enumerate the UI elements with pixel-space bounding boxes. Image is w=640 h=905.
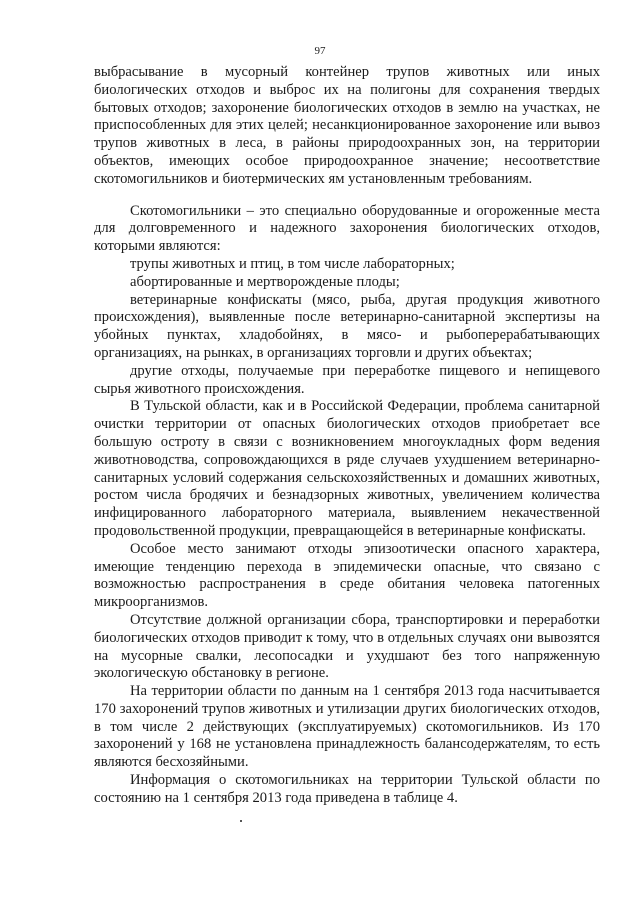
- paragraph-continuation: выбрасывание в мусорный контейнер трупов животных или иных биологических отходов и выброс их на полигоны для сохранения твердых бытовых отходов; захоронение биологических отходов в землю на участках, не приспособленных для этих целей; несанкционированное захоронение или вывоз трупов животных в леса, в районы природоохранных зон, на территории объектов, имеющих особое природоохранное значение; несоответствие скотомогильников и биотермических ям установленным требованиям.: [94, 64, 600, 187]
- paragraph: На территории области по данным на 1 сентября 2013 года насчитывается 170 захоронений трупов животных и утилизации других биологических отходов, в том числе 2 действующих (эксплуатируемых) скотомогильников. Из 170 захоронений у 168 не установлена принадлежность балансодержателям, то есть являются бесхозяйными.: [94, 683, 600, 771]
- paragraph: Информация о скотомогильниках на территории Тульской области по состоянию на 1 сентября 2013 года приведена в таблице 4.: [94, 772, 600, 806]
- paragraph: Особое место занимают отходы эпизоотически опасного характера, имеющие тенденцию перехода в эпидемически опасные, что связано с возможностью распространения в среде обитания человека патогенных микроорганизмов.: [94, 540, 600, 611]
- scan-speck: [240, 820, 242, 822]
- list-item: ветеринарные конфискаты (мясо, рыба, другая продукция животного происхождения), выявленные после ветеринарно-санитарной экспертизы на убойных пунктах, хладобойнях, в мясо- и рыбоперерабатывающих организациях, на рынках, в организациях торговли и других объектах;: [94, 291, 600, 361]
- page-number: 97: [314, 45, 326, 57]
- paragraph: В Тульской области, как и в Российской Федерации, проблема санитарной очистки территории от опасных биологических отходов приобретает все большую остроту в связи с возникновением многоукладных форм ведения животноводства, сопровождающихся в ряде случаев ухудшением ветеринарно-санитарных условий содержания сельскохозяйственных и домашних животных, ростом числа бродячих и безнадзорных животных, увеличением количества инфицированного лабораторного материала, выявлением некачественной продовольственной продукции, превращающейся в ветеринарные конфискаты.: [94, 398, 600, 539]
- body-text: [94, 64, 600, 808]
- list-item: другие отходы, получаемые при переработке пищевого и непищевого сырья животного происхождения.: [94, 362, 600, 397]
- list-item: трупы животных и птиц, в том числе лабораторных;: [130, 255, 455, 272]
- paragraph-definition: Скотомогильники – это специально оборудованные и огороженные места для долговременного и надежного захоронения биологических отходов, которыми являются:: [94, 202, 600, 255]
- paragraph: Отсутствие должной организации сбора, транспортировки и переработки биологических отходов приводит к тому, что в отдельных случаях они вывозятся на мусорные свалки, лесопосадки и ухудшают без того напряженную экологическую обстановку в регионе.: [94, 611, 600, 682]
- list-item: абортированные и мертворожденые плоды;: [130, 273, 400, 290]
